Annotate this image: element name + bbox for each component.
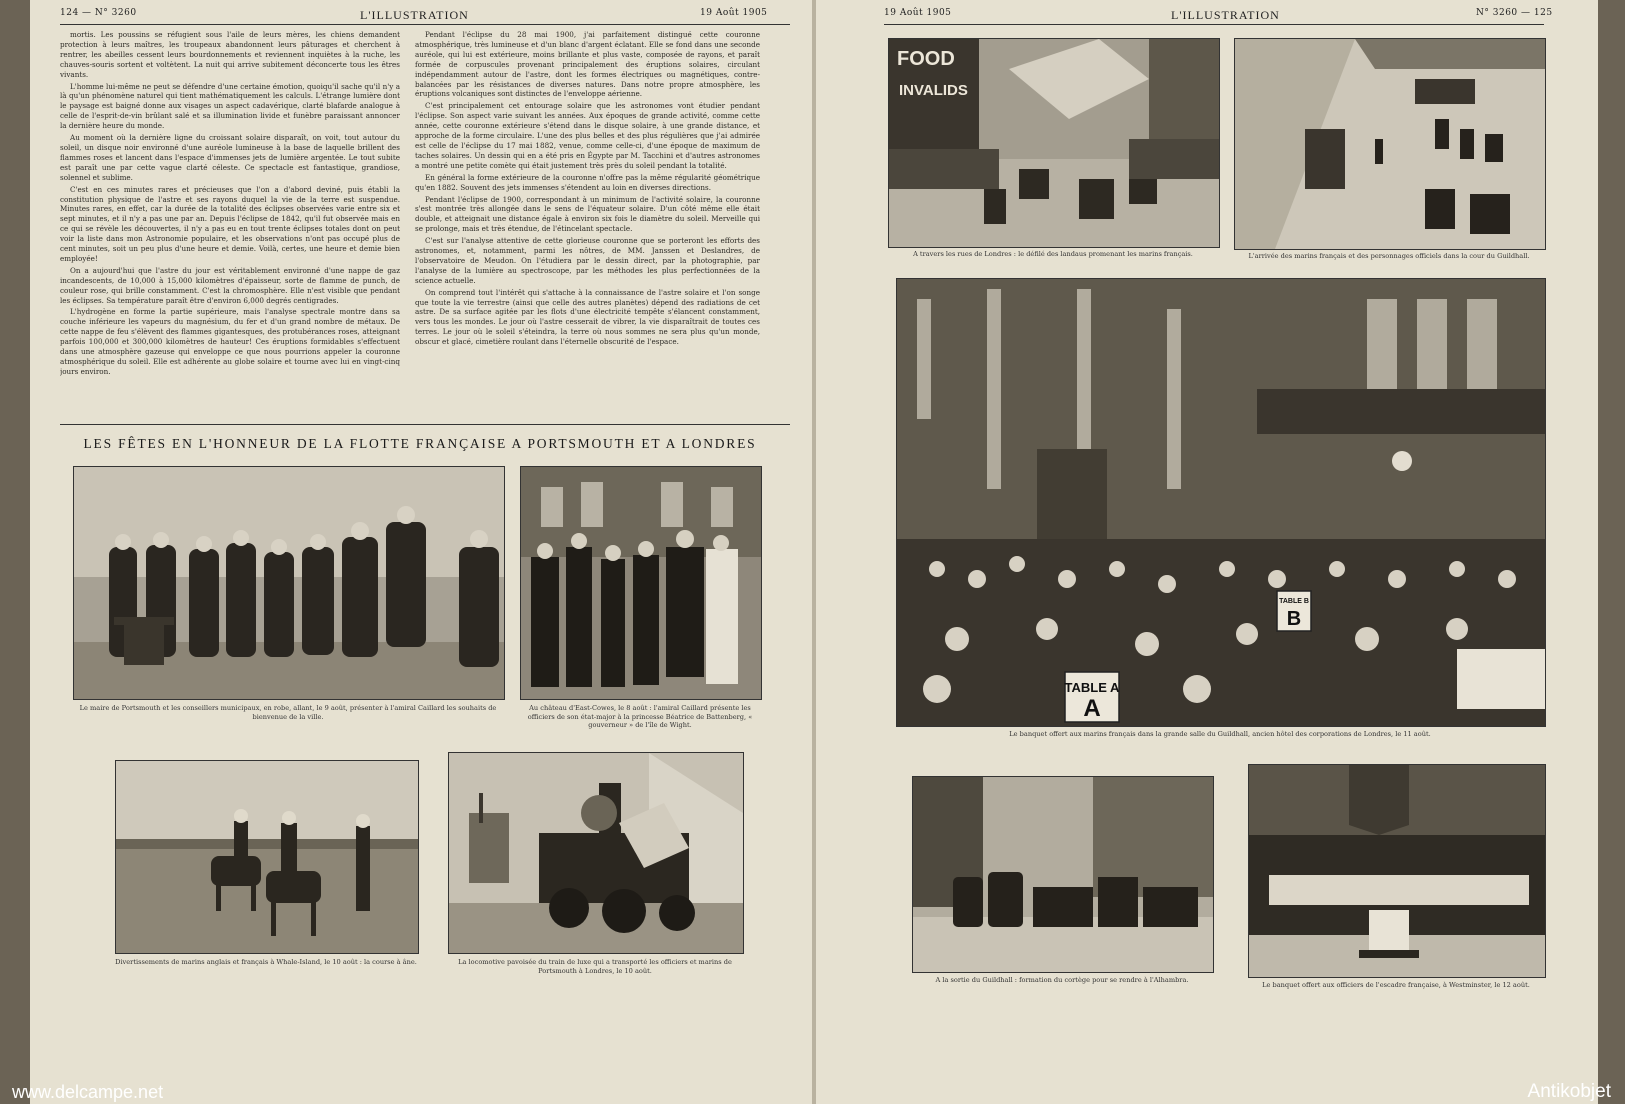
article-paragraph: C'est sur l'analyse attentive de cette glorieuse couronne que se porteront les efforts des astronomes, et, notamment, parmi les nôtres, de MM. Janssen et Deslandres, de l'observatoire de Meudon. On l'étudiera par le dessin direct, par la photographie, par l'analyse de la lumière au spectroscope, par les méthodes les plus perfectionnées de la science actuelle. bbox=[415, 236, 760, 285]
photo-donkey-race bbox=[115, 760, 419, 954]
masthead-right: L'ILLUSTRATION bbox=[1171, 8, 1280, 22]
watermark-footer bbox=[0, 1080, 1625, 1104]
photo-locomotive bbox=[448, 752, 744, 954]
footer-url[interactable]: www.delcampe.net bbox=[12, 1082, 164, 1102]
caption-westminster-banquet: Le banquet offert aux officiers de l'escadre française, à Westminster, le 12 août. bbox=[1262, 981, 1530, 989]
photo-guildhall-exit bbox=[912, 776, 1214, 973]
magazine-spread bbox=[30, 0, 1598, 1104]
photo-guildhall-banquet bbox=[896, 278, 1546, 727]
date-left: 19 Août 1905 bbox=[700, 8, 768, 18]
page-number-left: 124 — N° 3260 bbox=[60, 8, 137, 18]
masthead-left: L'ILLUSTRATION bbox=[360, 8, 469, 22]
caption-mayor-procession: Le maire de Portsmouth et les conseillers municipaux, en robe, allant, le 9 août, présenter à l'amiral Caillard les souhaits de bienvenue de la ville. bbox=[79, 704, 497, 721]
sign-table-a-letter: A bbox=[1083, 695, 1101, 722]
right-page bbox=[816, 0, 1598, 1104]
article-paragraph: En général la forme extérieure de la couronne n'offre pas la même régularité géométrique qu'en 1882. Souvent des jets immenses s'étendent au loin en diverses directions. bbox=[415, 172, 760, 192]
footer-brand: Antikobjet bbox=[1527, 1081, 1611, 1102]
sign-food: FOOD bbox=[897, 48, 955, 70]
article-paragraph: C'est en ces minutes rares et précieuses que l'on a d'abord deviné, puis établi la constitution physique de l'astre et ses rayons duquel la vie de la terre est suspendue. Minutes rares, en effet, car la durée de la totalité des éclipses observées varie entre six et sept minutes, et il n'y a pas une par an. Depuis l'éclipse de 1842, qu'il fut observée mais en ce qui se révèle les découvertes, il n'y a pas eu en tout trente éclipses totales dont on peut voir la liste dans mon Astronomie populaire, et les observations n'ont pas occupé plus de cent minutes, soit un peu plus d'une heure et demie. Voilà, certes, une heure et demie bien employée! bbox=[60, 184, 400, 263]
photo-westminster-banquet bbox=[1248, 764, 1546, 978]
article-paragraph: Pendant l'éclipse de 1900, correspondant à un minimum de l'activité solaire, la couronne s'est montrée très allongée dans le sens de l'équateur solaire. D'un côté même elle était double, et atteignait une distance égale à environ six fois le diamètre du soleil. Merveille qui se prolonge, mais et très étendue, de l'étincelant spectacle. bbox=[415, 194, 760, 234]
header-rule-right bbox=[884, 24, 1544, 25]
article-paragraph: L'homme lui-même ne peut se défendre d'une certaine émotion, quoiqu'il sache qu'il n'y a là qu'un phénomène naturel qui tient mathématiquement les calculs. L'étrange lumière dont le paysage est baigné donne aux visages un aspect cadavérique, clarté blafarde analogue à celle de l'esprit-de-vin brûlant salé et sa illumination livide et funèbre paraissant annoncer la dernière heure du monde. bbox=[60, 81, 400, 131]
sign-table-b-letter: B bbox=[1286, 608, 1302, 630]
caption-locomotive: La locomotive pavoisée du train de luxe qui a transporté les officiers et marins de Portsmouth à Londres, le 10 août. bbox=[458, 958, 732, 975]
caption-guildhall-exit: A la sortie du Guildhall : formation du cortège pour se rendre à l'Alhambra. bbox=[935, 976, 1189, 984]
photo-mayor-procession bbox=[73, 466, 505, 700]
article-paragraph: On a aujourd'hui que l'astre du jour est véritablement environné d'une nappe de gaz incandescents, de 10,000 à 15,000 kilomètres d'épaisseur, sorte de flamme de punch, de couleur rose, qui brille constamment. C'est la chromosphère. Elle n'est visible que pendant les éclipses. Sa température paraît être d'environ 6,000 degrés centigrades. bbox=[60, 265, 400, 305]
caption-east-cowes: Au château d'East-Cowes, le 8 août : l'amiral Caillard présente les officiers de son état-major à la princesse Béatrice de Battenberg, « gouverneur » de l'île de Wight. bbox=[527, 704, 753, 729]
sign-table-b-label: TABLE B bbox=[1279, 598, 1309, 605]
photo-street-parade bbox=[888, 38, 1220, 248]
caption-guildhall-banquet: Le banquet offert aux marins français dans la grande salle du Guildhall, ancien hôtel des corporations de Londres, le 11 août. bbox=[1009, 730, 1431, 738]
article-paragraph: C'est principalement cet entourage solaire que les astronomes vont étudier pendant l'éclipse. Son aspect varie suivant les années. Aux époques de grande activité, comme cette année, cette couronne extérieure s'étend dans le disque solaire, à une grande distance, et approche de la forme circulaire. L'une des plus belles et des plus régulières que j'ai admirée est celle de l'éclipse du 17 mai 1882, venue, comme celle-ci, d'une époque de maximum de taches solaires. Un dessin qui en a été pris en Égypte par M. Tacchini et d'autres astronomes a montré une petite comète qui était justement très près du soleil pendant la totalité. bbox=[415, 101, 760, 170]
sign-table-a-label: TABLE A bbox=[1064, 680, 1120, 695]
caption-street-parade: A travers les rues de Londres : le défilé des landaus promenant les marins français. bbox=[913, 250, 1193, 258]
article-paragraph: L'hydrogène en forme la partie supérieure, mais l'analyse spectrale montre dans sa couche inférieure les vapeurs du magnésium, du fer et d'un grand nombre de métaux. De cette nappe de feu s'élèvent des flammes gigantesques, des protubérances roses, atteignant parfois 100,000 et 300,000 kilomètres de hauteur! Ces éruptions formidables s'effectuent dans une atmosphère gazeuse qui enveloppe ce que nous pourrions appeler la couronne atmosphérique du soleil. Elle est adhérente au globe solaire et tourne avec lui en vingt-cinq jours environ. bbox=[60, 307, 400, 376]
left-page bbox=[30, 0, 812, 1104]
section-headline: LES FÊTES EN L'HONNEUR DE LA FLOTTE FRANÇAISE A PORTSMOUTH ET A LONDRES bbox=[83, 436, 757, 451]
article-paragraph: On comprend tout l'intérêt qui s'attache à la connaissance de l'astre solaire et l'on songe que toute la vie terrestre (ainsi que celle des autres planètes) dépend des radiations de cet astre. De sa surface agitée par les flots d'une électricité tempête s'élancent constamment, vers tous les mondes. Le jour où l'astre cesserait de vibrer, la vie disparaîtrait de toutes ces terres. Le jour où le soleil s'éteindra, la terre où nous sommes ne sera plus qu'un monde, obscur et glacé, cimetière roulant dans l'éternelle obscurité de l'espace. bbox=[415, 287, 760, 347]
article-column-2 bbox=[415, 30, 760, 420]
sign-invalids: INVALIDS bbox=[899, 82, 968, 99]
photo-guildhall-courtyard bbox=[1234, 38, 1546, 250]
page-number-right: N° 3260 — 125 bbox=[1476, 8, 1553, 18]
article-paragraph: Au moment où la dernière ligne du croissant solaire disparaît, on voit, tout autour du soleil, un disque noir environné d'une auréole lumineuse à la base de laquelle brillent des flammes roses et lancent dans l'espace d'immenses jets de lumière argentée. Le tout subite est paraît une par cette vague clarté céleste. Ce spectacle est fantastique, grandiose, solennel et sublime. bbox=[60, 133, 400, 182]
photo-east-cowes bbox=[520, 466, 762, 700]
section-rule bbox=[60, 424, 790, 425]
header-rule-left bbox=[60, 24, 790, 25]
date-right: 19 Août 1905 bbox=[884, 8, 952, 18]
caption-donkey-race: Divertissements de marins anglais et français à Whale-Island, le 10 août : la course à âne. bbox=[115, 958, 417, 966]
article-column-1 bbox=[60, 30, 400, 420]
article-paragraph: mortis. Les poussins se réfugient sous l'aile de leurs mères, les chiens demandent protection à leurs maîtres, les troupeaux abandonnent leurs pâturages et cherchent à rentrer, les abeilles cessent leurs bourdonnements et reviennent inquiètes à la ruche, les chauves-souris sortent et voltètent. La nuit qui arrive subitement déconcerte tous les êtres vivants. bbox=[60, 30, 400, 79]
article-paragraph: Pendant l'éclipse du 28 mai 1900, j'ai parfaitement distingué cette couronne atmosphérique, très lumineuse et d'un blanc d'argent éclatant. Elle se fond dans une seconde auréole, qui lui est extérieure, moins brillante et plus vaste, composée de rayons, et paraît formée de corpuscules provenant principalement des éruptions solaires, circulant indépendamment autour de l'astre, dont les formes électriques ou magnétiques, contre-balancées par les résistances de diverses natures. Dans notre propre atmosphère, les éruptions volcaniques sont distinctes de l'enveloppe aérienne. bbox=[415, 30, 760, 99]
caption-guildhall-courtyard: L'arrivée des marins français et des personnages officiels dans la cour du Guildhall. bbox=[1248, 252, 1530, 260]
